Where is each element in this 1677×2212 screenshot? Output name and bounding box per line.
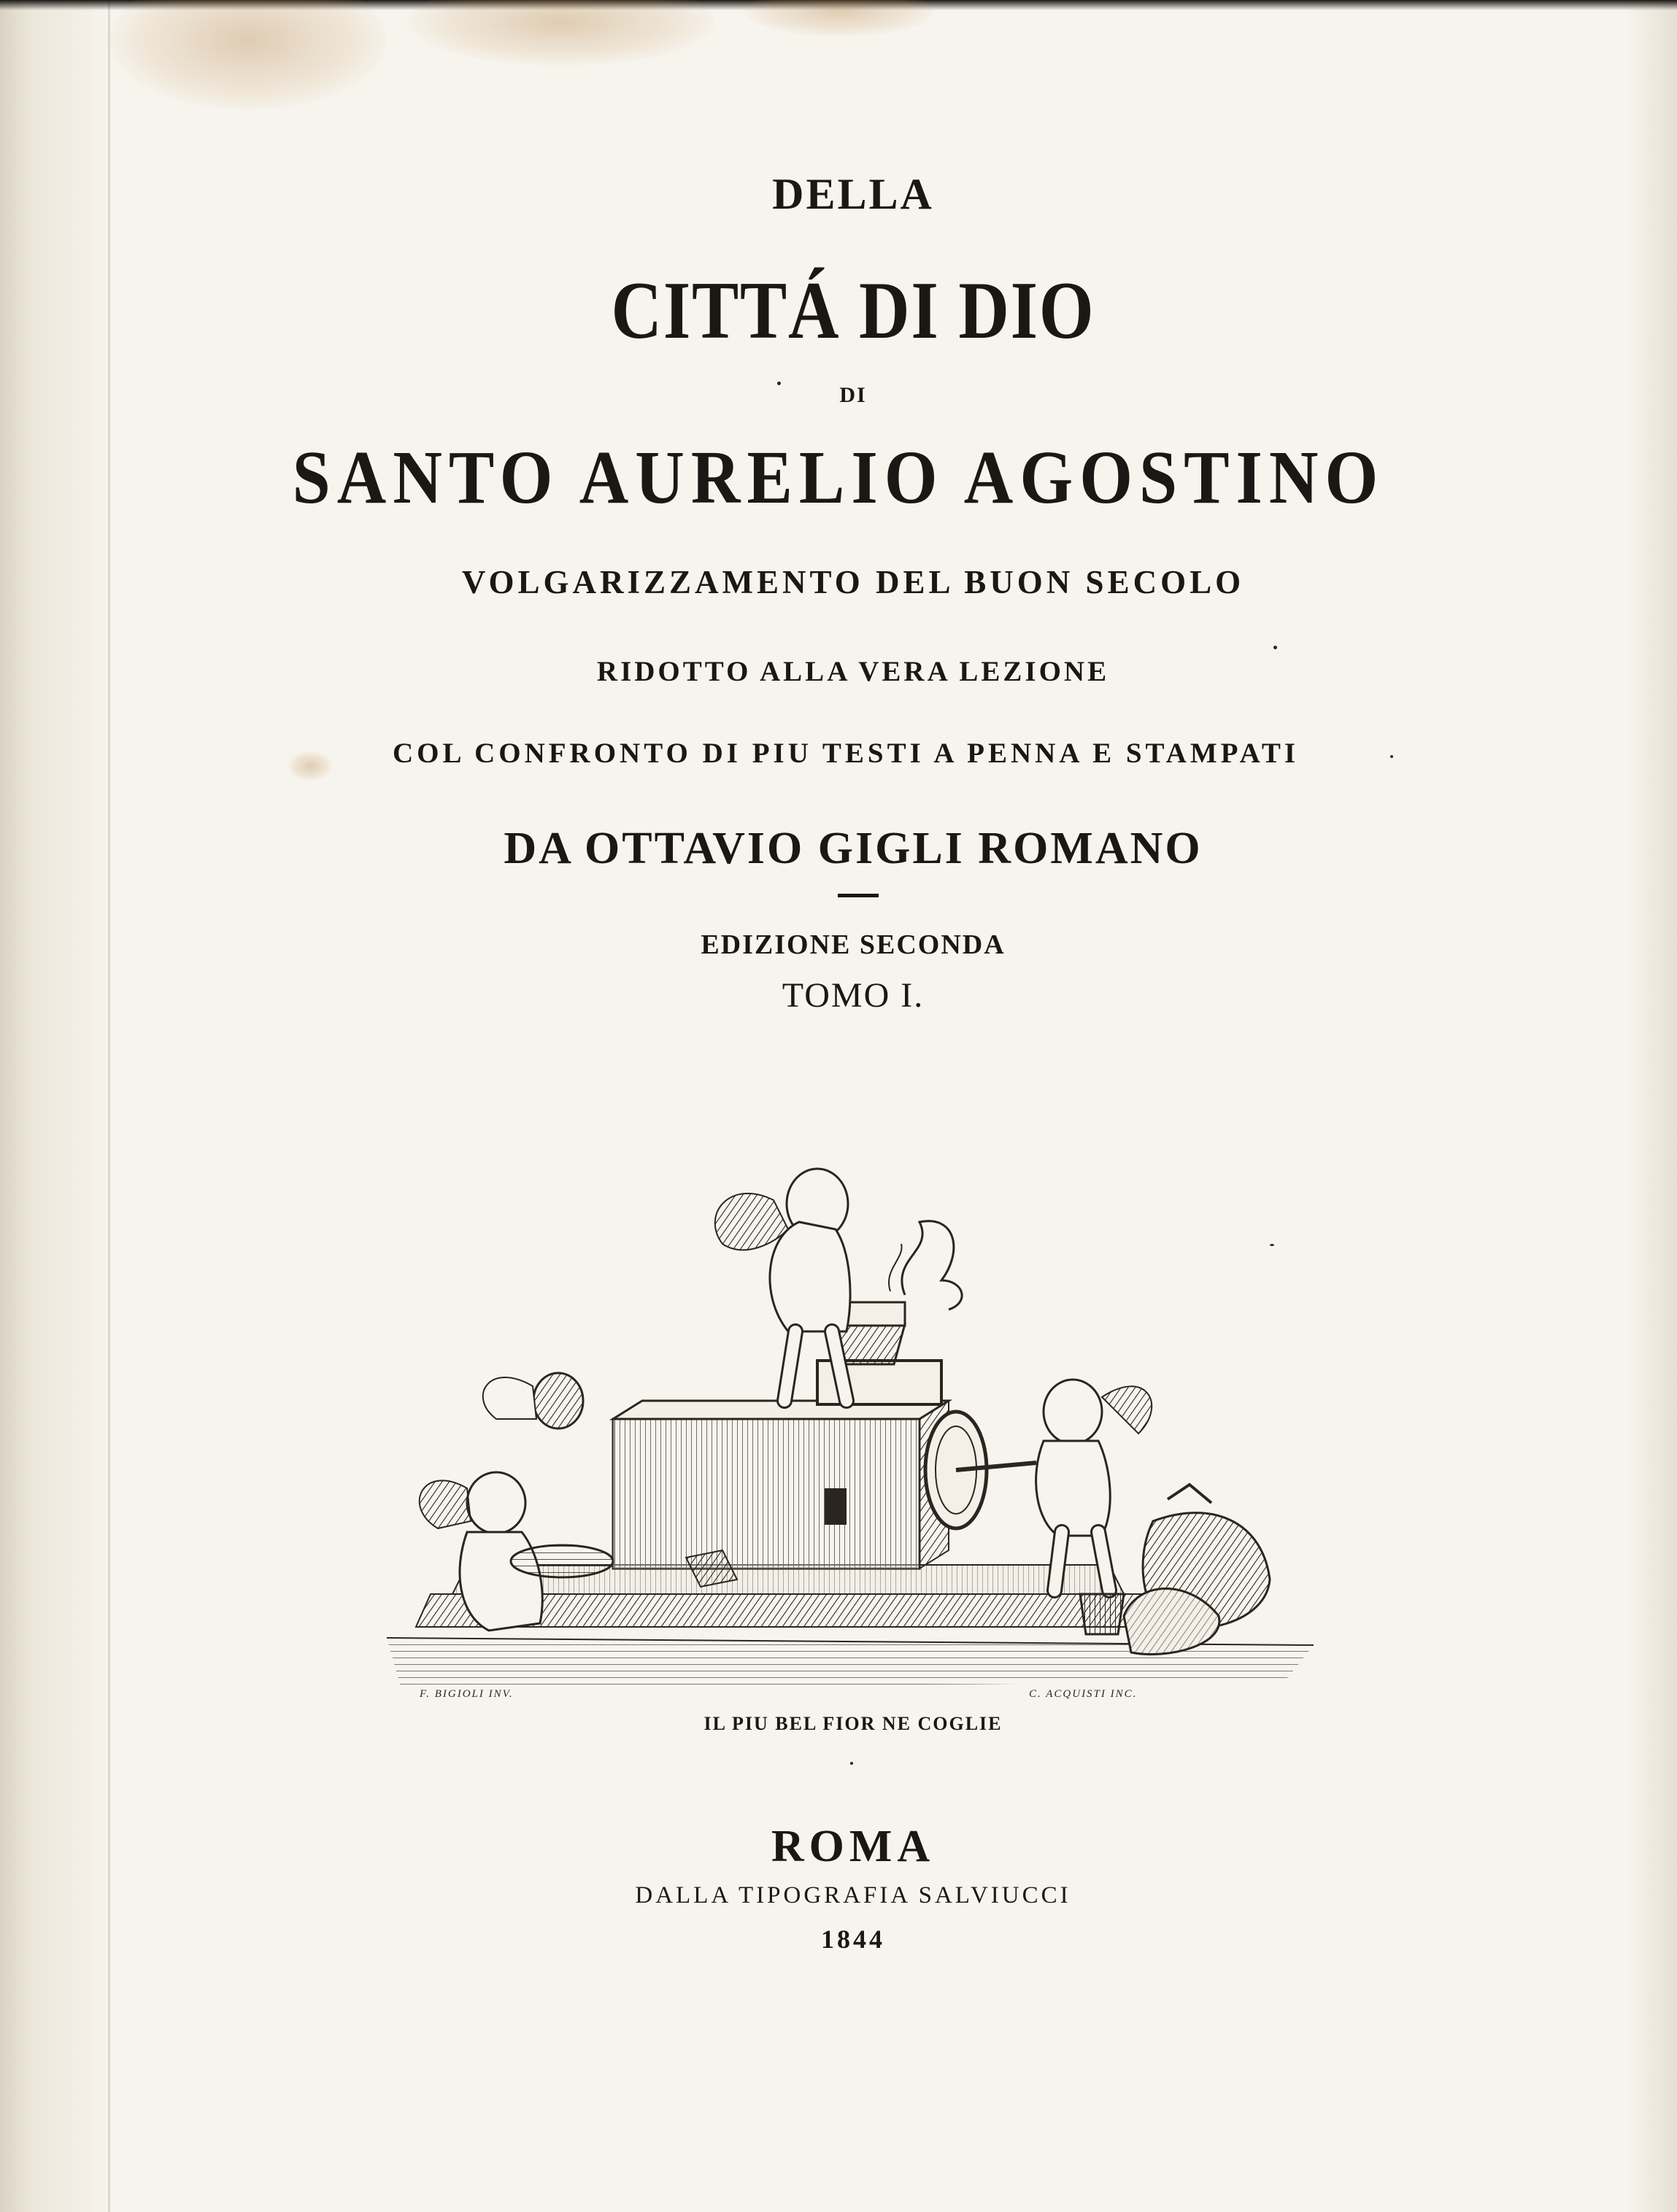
ink-speck: [850, 1762, 853, 1765]
ink-speck: [1390, 755, 1393, 758]
volume-line: TOMO I.: [782, 976, 925, 1015]
imprint-city: ROMA: [771, 1822, 936, 1871]
page-gutter-edge: [0, 0, 109, 2212]
subtitle-confronto: COL CONFRONTO DI PIU TESTI A PENNA E STAMPATI: [392, 738, 1300, 769]
vignette-motto: IL PIU BEL FIOR NE COGLIE: [703, 1713, 1003, 1734]
page-fold-line: [108, 0, 110, 2212]
subtitle-ridotto: RIDOTTO ALLA VERA LEZIONE: [596, 656, 1110, 687]
foxing-stain: [409, 0, 715, 66]
printer-vignette-engraving: [379, 1113, 1321, 1711]
imprint-year: 1844: [821, 1925, 885, 1954]
foxing-stain: [744, 0, 934, 36]
title-line-di: DI: [839, 383, 867, 407]
short-rule-divider: [838, 894, 879, 897]
engraving-credit-engraver: C. ACQUISTI INC.: [1029, 1688, 1138, 1700]
subtitle-volgarizzamento: VOLGARIZZAMENTO DEL BUON SECOLO: [461, 564, 1245, 600]
imprint-printer: DALLA TIPOGRAFIA SALVIUCCI: [635, 1882, 1071, 1909]
ink-speck: [1273, 646, 1277, 649]
editor-line: DA OTTAVIO GIGLI ROMANO: [504, 824, 1203, 873]
title-line-della: DELLA: [772, 170, 934, 218]
ink-speck: [1270, 1244, 1274, 1246]
title-line-citta-di-dio: CITTÁ DI DIO: [611, 266, 1095, 356]
edition-line: EDIZIONE SECONDA: [701, 929, 1006, 960]
page-right-edge: [1626, 0, 1677, 2212]
engraving-credit-inventor: F. BIGIOLI INV.: [420, 1688, 514, 1700]
author-name: SANTO AURELIO AGOSTINO: [292, 436, 1385, 519]
ink-speck: [777, 382, 781, 385]
foxing-stain: [109, 0, 387, 109]
